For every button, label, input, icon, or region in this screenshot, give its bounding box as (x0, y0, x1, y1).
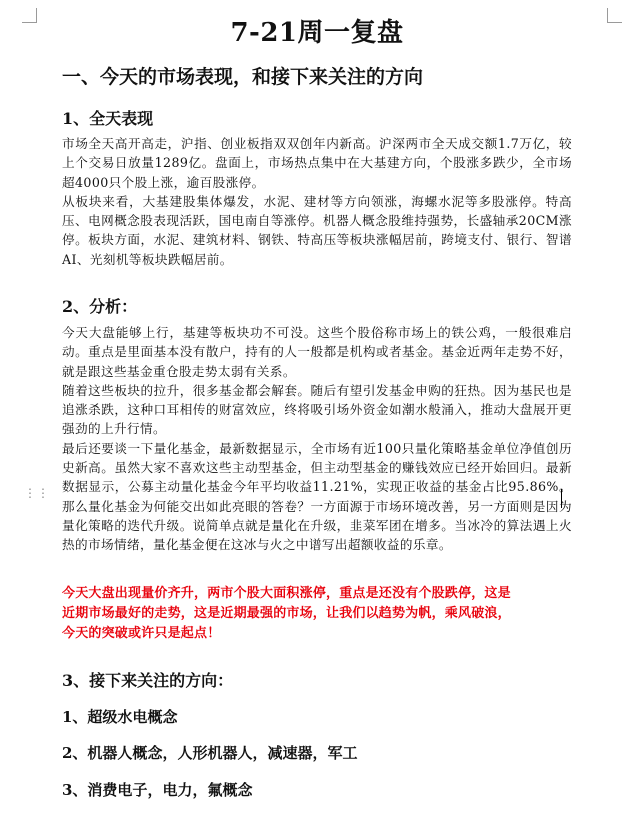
drag-handle-icon[interactable]: ⋮⋮ (24, 486, 50, 500)
highlight-line: 近期市场最好的走势，这是近期最强的市场，让我们以趋势为帆，乘风破浪， (62, 606, 511, 621)
document-title: 7-21周一复盘 (230, 18, 404, 48)
highlight-line: 今天大盘出现量价齐升，两市个股大面积涨停，重点是还没有个股跌停，这是 (62, 586, 511, 601)
paragraph: 市场全天高开高走，沪指、创业板指双双创年内新高。沪深两市全天成交额1.7万亿，较上个交易日放量1289亿。盘面上，市场热点集中在大基建方向，个股涨多跌少，全市场超4000只个股上涨，逾百股涨停。 (62, 136, 572, 190)
page-margin-corner-right (607, 8, 622, 23)
subheading-analysis: 2、分析： (62, 297, 138, 316)
highlight-line: 今天的突破或许只是起点！ (62, 626, 221, 641)
section-heading-market: 一、今天的市场表现，和接下来关注的方向 (62, 66, 424, 88)
highlight-conclusion (62, 584, 572, 644)
focus-item: 2、机器人概念，人形机器人，减速器，军工 (62, 744, 358, 762)
paragraph: 最后还要谈一下量化基金，最新数据显示，全市场有近100只量化策略基金单位净值创历史新高。虽然大家不喜欢这些主动型基金，但主动型基金的赚钱效应已经开始回归。最新数据显示，公募主动量化基金今年平均收益11.21%，实现正收益的基金占比95.86%。那么量化基金为何能交出如此亮眼的答卷？一方面源于市场环境改善，另一方面则是因为量化策略的迭代升级。说简单点就是量化在升级，韭菜军团在增多。当冰冷的算法遇上火热的市场情绪，量化基金便在这冰与火之中谱写出超额收益的乐章。 (62, 440, 572, 553)
focus-item: 3、消费电子，电力，氟概念 (62, 781, 253, 799)
full-day-body (62, 134, 572, 269)
subheading-full-day: 1、全天表现 (62, 109, 154, 128)
focus-item: 1、超级水电概念 (62, 708, 178, 726)
paragraph: 今天大盘能够上行，基建等板块功不可没。这些个股俗称市场上的铁公鸡，一般很难启动。重点是里面基本没有散户，持有的人一般都是机构或者基金。基金近两年走势不好，就是跟这些基金重仓股走势太弱有关系。 (62, 325, 572, 379)
subheading-focus: 3、接下来关注的方向： (62, 671, 234, 690)
page-margin-corner-left (22, 8, 37, 23)
paragraph: 随着这些板块的拉升，很多基金都会解套。随后有望引发基金申购的狂热。因为基民也是追涨杀跌，这种口耳相传的财富效应，终将吸引场外资金如潮水般涌入，推动大盘展开更强劲的上升行情。 (62, 382, 572, 437)
paragraph: 从板块来看，大基建股集体爆发，水泥、建材等方向领涨，海螺水泥等多股涨停。特高压、电网概念股表现活跃，国电南自等涨停。机器人概念股维持强势，长盛轴承20CM涨停。板块方面，水泥、建筑材料、钢铁、特高压等板块涨幅居前，跨境支付、银行、智谱AI、光刻机等板块跌幅居前。 (62, 193, 572, 267)
analysis-body (62, 323, 572, 555)
